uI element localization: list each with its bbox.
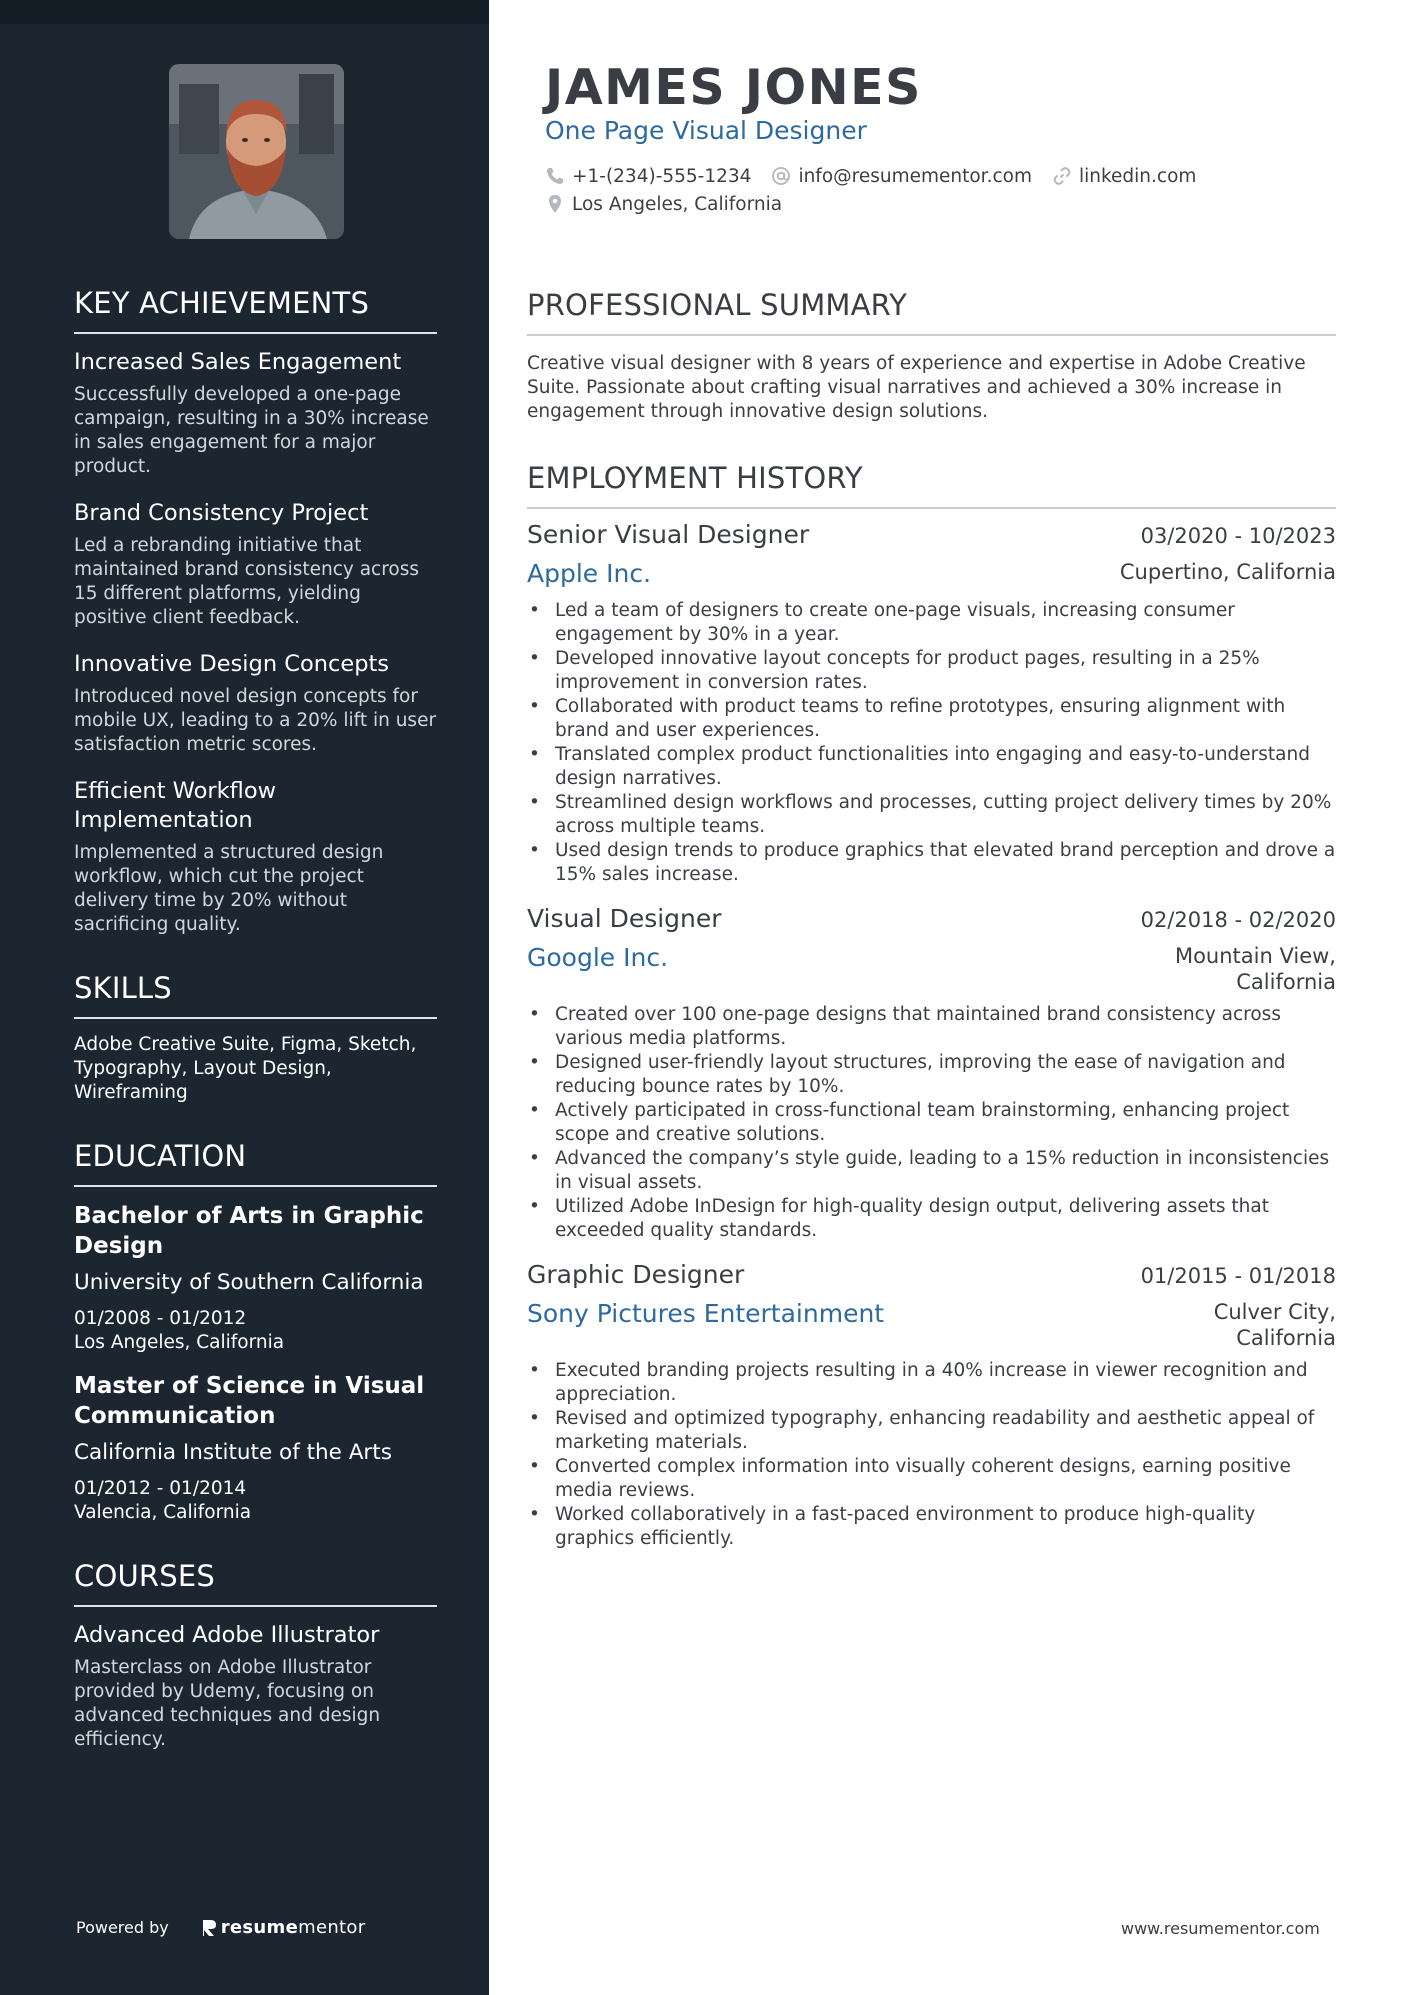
job-bullet: • Revised and optimized typography, enhancing readability and aesthetic appeal of marketing materials. (527, 1407, 1336, 1455)
job-location: Mountain View, California (1174, 944, 1336, 994)
education-item (74, 1371, 437, 1525)
sidebar-top-bar (0, 0, 489, 24)
phone-text: +1-(234)-555-1234 (572, 165, 752, 187)
skills-list: Adobe Creative Suite, Figma, Sketch, Typography, Layout Design, Wireframing (74, 1034, 417, 1103)
job-bullet: • Worked collaboratively in a fast-paced environment to produce high-quality graphics efficiently. (527, 1503, 1336, 1551)
powered-by-label: Powered by (76, 1918, 169, 1937)
education-dates: 01/2012 - 01/2014 (74, 1478, 247, 1499)
job-bullet: • Actively participated in cross-functional team brainstorming, enhancing project scope and creative solutions. (527, 1099, 1336, 1147)
job-bullet: • Collaborated with product teams to refine prototypes, ensuring alignment with brand and user experiences. (527, 695, 1336, 743)
brand-bold: resume (220, 1917, 299, 1938)
job-company-row (527, 557, 1336, 591)
job-bullet: • Led a team of designers to create one-page visuals, increasing consumer engagement by 30% in a year. (527, 599, 1336, 647)
contact-phone[interactable] (545, 166, 751, 187)
phone-icon (545, 166, 565, 186)
resumementor-logo[interactable] (201, 1917, 366, 1938)
job-title: Graphic Designer (527, 1260, 745, 1289)
achievement-title: Efficient Workflow Implementation (74, 778, 276, 833)
job-bullet: • Converted complex information into visually coherent designs, earning positive media reviews. (527, 1455, 1336, 1503)
job-title: Visual Designer (527, 904, 722, 933)
education-degree: Bachelor of Arts in Graphic Design (74, 1203, 424, 1259)
job-title: Senior Visual Designer (527, 520, 810, 549)
job-company: Sony Pictures Entertainment (527, 1299, 885, 1328)
education-item (74, 1201, 437, 1355)
brand-light: mentor (298, 1917, 366, 1938)
job-entry (527, 517, 1336, 887)
job-location: Culver City, California (1213, 1300, 1336, 1350)
professional-summary-heading: PROFESSIONAL SUMMARY (527, 288, 1336, 336)
achievement-item (74, 777, 437, 937)
education-location: Los Angeles, California (74, 1332, 285, 1353)
education-dates: 01/2008 - 01/2012 (74, 1308, 247, 1329)
job-bullet: • Advanced the company’s style guide, leading to a 15% reduction in inconsistencies in visual assets. (527, 1147, 1336, 1195)
achievement-title: Brand Consistency Project (74, 500, 369, 526)
achievement-title: Innovative Design Concepts (74, 651, 390, 677)
job-location: Cupertino, California (1119, 560, 1336, 584)
job-bullets (527, 599, 1336, 887)
education-meta (74, 1307, 437, 1355)
education-location: Valencia, California (74, 1502, 252, 1523)
job-bullet: • Streamlined design workflows and processes, cutting project delivery times by 20% across multiple teams. (527, 791, 1336, 839)
achievement-description: Led a rebranding initiative that maintained brand consistency across 15 different platforms, yielding positive client feedback. (74, 535, 420, 628)
education-heading: EDUCATION (74, 1139, 437, 1187)
sidebar-content (74, 286, 437, 1786)
location-text: Los Angeles, California (572, 193, 783, 215)
job-bullet: • Designed user-friendly layout structures, improving the ease of navigation and reducing bounce rates by 10%. (527, 1051, 1336, 1099)
job-header (527, 901, 1336, 937)
job-dates: 03/2020 - 10/2023 (1140, 524, 1336, 548)
job-bullet: • Used design trends to produce graphics that elevated brand perception and drove a 15% sales increase. (527, 839, 1336, 887)
at-icon (771, 166, 791, 186)
job-header (527, 517, 1336, 553)
achievement-description: Implemented a structured design workflow, which cut the project delivery time by 20% without sacrificing quality. (74, 842, 384, 935)
job-bullet: • Translated complex product functionalities into engaging and easy-to-understand design narratives. (527, 743, 1336, 791)
achievement-item (74, 348, 437, 479)
linkedin-text: linkedin.com (1078, 165, 1197, 187)
job-company-row (527, 941, 1336, 995)
achievement-item (74, 650, 437, 757)
contact-row (545, 190, 1325, 218)
contact-linkedin[interactable] (1052, 166, 1196, 187)
summary-text: Creative visual designer with 8 years of experience and expertise in Adobe Creative Suite. Passionate about crafting visual narratives and achieved a 30% increase in engagement through innovative design solutions. (527, 353, 1306, 422)
courses-section (74, 1559, 437, 1752)
employment-history-section (527, 461, 1336, 1565)
job-company: Google Inc. (527, 943, 669, 972)
key-achievements-heading: KEY ACHIEVEMENTS (74, 286, 437, 334)
contact-info (545, 162, 1325, 218)
employment-history-heading: EMPLOYMENT HISTORY (527, 461, 1336, 509)
link-icon (1052, 166, 1072, 186)
job-bullet: • Developed innovative layout concepts for product pages, resulting in a 25% improvement in conversion rates. (527, 647, 1336, 695)
profile-photo (169, 64, 344, 239)
powered-by (76, 1917, 365, 1938)
education-school: California Institute of the Arts (74, 1440, 392, 1465)
course-description: Masterclass on Adobe Illustrator provided by Udemy, focusing on advanced techniques and design efficiency. (74, 1657, 381, 1750)
job-bullets (527, 1359, 1336, 1551)
achievement-description: Introduced novel design concepts for mobile UX, leading to a 20% lift in user satisfaction metric scores. (74, 686, 437, 755)
education-section (74, 1139, 437, 1525)
footer-site-link[interactable]: www.resumementor.com (1121, 1919, 1320, 1938)
contact-row (545, 162, 1325, 190)
key-achievements-section (74, 286, 437, 937)
professional-summary-section (527, 288, 1336, 424)
contact-location (545, 194, 782, 215)
candidate-role: One Page Visual Designer (545, 116, 867, 145)
contact-email[interactable] (771, 166, 1032, 187)
achievement-item (74, 499, 437, 630)
achievement-title: Increased Sales Engagement (74, 349, 402, 375)
job-bullet: • Executed branding projects resulting in a 40% increase in viewer recognition and appreciation. (527, 1359, 1336, 1407)
skills-section (74, 971, 437, 1105)
job-dates: 01/2015 - 01/2018 (1140, 1264, 1336, 1288)
job-bullet: • Created over 100 one-page designs that maintained brand consistency across various media platforms. (527, 1003, 1336, 1051)
job-entry (527, 901, 1336, 1243)
resumementor-logo-icon (201, 1918, 217, 1938)
sidebar (0, 0, 489, 1995)
email-text: info@resumementor.com (798, 165, 1032, 187)
education-meta (74, 1477, 437, 1525)
job-bullets (527, 1003, 1336, 1243)
candidate-name: JAMES JONES (545, 59, 922, 116)
education-school: University of Southern California (74, 1270, 424, 1295)
job-dates: 02/2018 - 02/2020 (1140, 908, 1336, 932)
course-item (74, 1621, 437, 1752)
location-pin-icon (545, 194, 565, 214)
achievement-description: Successfully developed a one-page campaign, resulting in a 30% increase in sales engagement for a major product. (74, 384, 429, 477)
job-company-row (527, 1297, 1336, 1351)
course-title: Advanced Adobe Illustrator (74, 1622, 380, 1648)
courses-heading: COURSES (74, 1559, 437, 1607)
job-header (527, 1257, 1336, 1293)
skills-heading: SKILLS (74, 971, 437, 1019)
job-company: Apple Inc. (527, 559, 652, 588)
job-bullet: • Utilized Adobe InDesign for high-quality design output, delivering assets that exceeded quality standards. (527, 1195, 1336, 1243)
job-entry (527, 1257, 1336, 1551)
education-degree: Master of Science in Visual Communication (74, 1373, 425, 1429)
